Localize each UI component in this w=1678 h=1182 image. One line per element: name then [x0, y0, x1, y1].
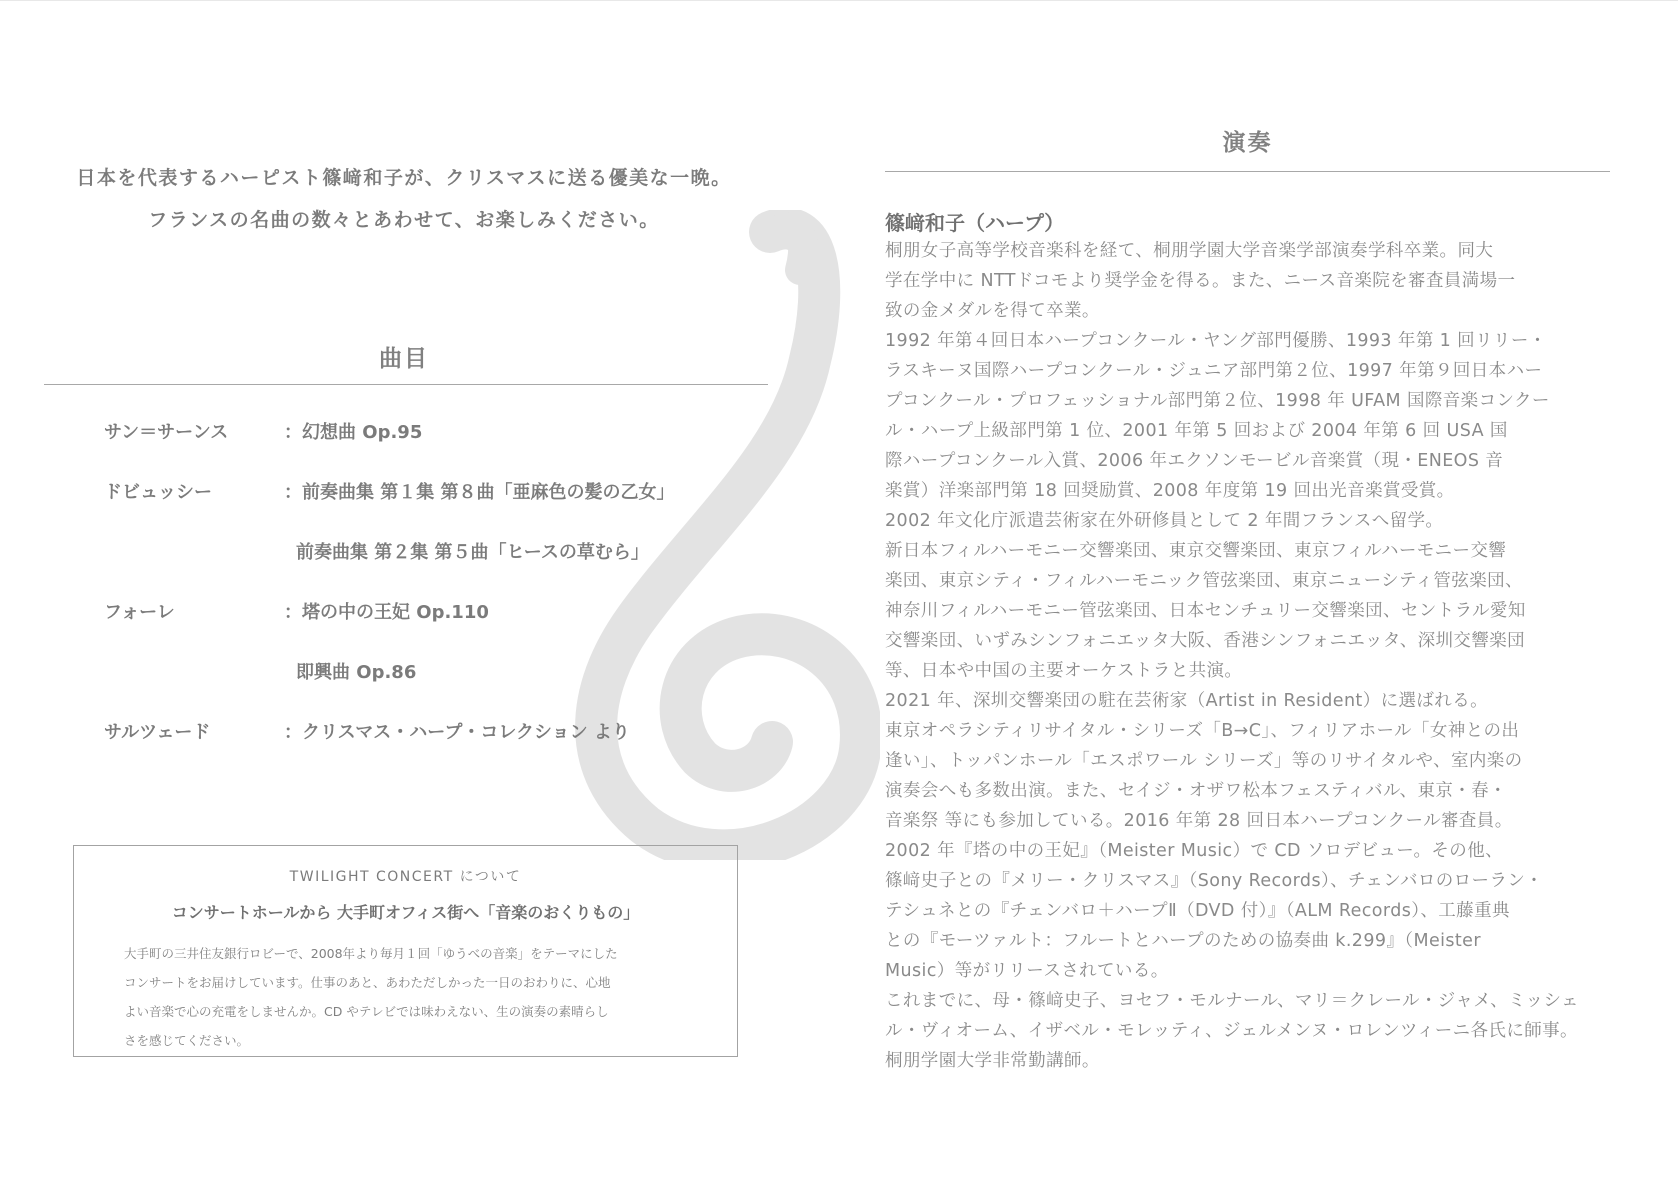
program-title: 曲目: [379, 346, 429, 372]
about-body-line: さを感じてください。: [124, 1033, 250, 1048]
performer-section-title: 演奏: [1222, 130, 1273, 156]
bio-line: ル・ヴィオーム、イザベル・モレッティ、ジェルメンヌ・ロレンツィーニ各氏に師事。: [885, 1021, 1578, 1041]
work-title: ：前奏曲集 第１集 第８曲「亜麻色の髪の乙女」: [284, 482, 675, 503]
bio-line: 等、日本や中国の主要オーケストラと共演。: [885, 661, 1243, 681]
bio-line: 楽団、東京シティ・フィルハーモニック管弦楽団、東京ニューシティ管弦楽団、: [885, 571, 1523, 591]
top-border: [0, 0, 1678, 1]
work-title: 即興曲 Op.86: [296, 662, 417, 683]
about-subheading: コンサートホールから 大手町オフィス街へ「音楽のおくりもの」: [171, 903, 640, 922]
bio-line: ラスキーヌ国際ハープコンクール・ジュニア部門第２位、1997 年第９回日本ハー: [885, 361, 1543, 381]
bio-line: 音楽祭 等にも参加している。2016 年第 28 回日本ハープコンクール審査員。: [885, 811, 1513, 831]
composer-name: フォーレ: [104, 602, 175, 623]
bio-line: 1992 年第４回日本ハープコンクール・ヤング部門優勝、1993 年第 1 回リリー・: [885, 331, 1547, 351]
work-title: 前奏曲集 第２集 第５曲「ヒースの草むら」: [296, 542, 649, 563]
bio-line: Music）等がリリースされている。: [885, 961, 1169, 981]
performer-bio: [885, 236, 1610, 1076]
bio-line: 2021 年、深圳交響楽団の駐在芸術家（Artist in Resident）に選ばれる。: [885, 691, 1488, 711]
intro-line-1: 日本を代表するハーピスト篠﨑和子が、クリスマスに送る優美な一晩。: [76, 167, 732, 189]
bio-line: 2002 年文化庁派遣芸術家在外研修員として 2 年間フランスへ留学。: [885, 511, 1444, 531]
bio-line: 東京オペラシティリサイタル・シリーズ「B→C」、フィリアホール「女神との出: [885, 721, 1520, 741]
bio-line: 致の金メダルを得て卒業。: [885, 301, 1100, 321]
bio-line: 交響楽団、いずみシンフォニエッタ大阪、香港シンフォニエッタ、深圳交響楽団: [885, 631, 1526, 651]
program-item: [104, 718, 744, 778]
bio-line: 際ハープコンクール入賞、2006 年エクソンモービル音楽賞（現・ENEOS 音: [885, 451, 1504, 471]
program-item: [104, 478, 744, 538]
bio-line: 桐朋学園大学非常勤講師。: [885, 1051, 1100, 1071]
bio-line: 神奈川フィルハーモニー管弦楽団、日本センチュリー交響楽団、セントラル愛知: [885, 601, 1526, 621]
bio-line: テシュネとの『チェンバロ＋ハープⅡ（DVD 付）』（ALM Records）、工藤重典: [885, 901, 1510, 921]
program-item: [104, 538, 744, 598]
bio-line: 楽賞）洋楽部門第 18 回奨励賞、2008 年度第 19 回出光音楽賞受賞。: [885, 481, 1455, 501]
work-title: ：幻想曲 Op.95: [284, 422, 423, 443]
about-body-line: よい音楽で心の充電をしませんか。CD やテレビでは味わえない、生の演奏の素晴らし: [124, 1004, 609, 1019]
intro-text: [44, 166, 764, 250]
about-body: [124, 939, 691, 1055]
program-item: [104, 658, 744, 718]
program-list: [104, 418, 744, 778]
work-title: ：塔の中の王妃 Op.110: [284, 602, 489, 623]
about-concert-box: [73, 845, 738, 1057]
bio-line: 2002 年『塔の中の王妃』（Meister Music）で CD ソロデビュー。その他、: [885, 841, 1503, 861]
work-title: ：クリスマス・ハープ・コレクション より: [284, 722, 630, 743]
bio-line: 篠﨑史子との『メリー・クリスマス』（Sony Records）、チェンバロのローラン・: [885, 871, 1544, 891]
bio-line: 学在学中に NTTドコモより奨学金を得る。また、ニース音楽院を審査員満場一: [885, 271, 1516, 291]
bio-line: 演奏会へも多数出演。また、セイジ・オザワ松本フェスティバル、東京・春・: [885, 781, 1507, 801]
bio-line: との『モーツァルト：フルートとハープのための協奏曲 k.299』（Meister: [885, 931, 1481, 951]
about-body-line: 大手町の三井住友銀行ロビーで、2008年より毎月１回「ゆうべの音楽」をテーマにした: [124, 946, 618, 961]
composer-name: サルツェード: [104, 722, 211, 743]
performer-name: 篠﨑和子（ハープ）: [885, 211, 1065, 235]
bio-line: これまでに、母・篠﨑史子、ヨセフ・モルナール、マリ＝クレール・ジャメ、ミッシェ: [885, 991, 1579, 1011]
composer-name: サン＝サーンス: [104, 422, 229, 443]
bio-line: 逢い」、トッパンホール「エスポワール シリーズ」等のリサイタルや、室内楽の: [885, 751, 1523, 771]
performer-title-rule: [885, 171, 1610, 172]
bio-line: 桐朋女子高等学校音楽科を経て、桐朋学園大学音楽学部演奏学科卒業。同大: [885, 241, 1494, 261]
program-item: [104, 418, 744, 478]
program-title-rule: [44, 384, 768, 385]
intro-line-2: フランスの名曲の数々とあわせて、お楽しみください。: [148, 209, 660, 231]
bio-line: 新日本フィルハーモニー交響楽団、東京交響楽団、東京フィルハーモニー交響: [885, 541, 1507, 561]
composer-name: ドビュッシー: [104, 482, 212, 503]
bio-line: ル・ハープ上級部門第 1 位、2001 年第 5 回および 2004 年第 6 回 USA 国: [885, 421, 1508, 441]
program-item: [104, 598, 744, 658]
bio-line: プコンクール・プロフェッショナル部門第２位、1998 年 UFAM 国際音楽コンクー: [885, 391, 1550, 411]
about-body-line: コンサートをお届けしています。仕事のあと、あわただしかった一日のおわりに、心地: [124, 975, 611, 990]
about-heading: TWILIGHT CONCERT について: [289, 869, 522, 885]
